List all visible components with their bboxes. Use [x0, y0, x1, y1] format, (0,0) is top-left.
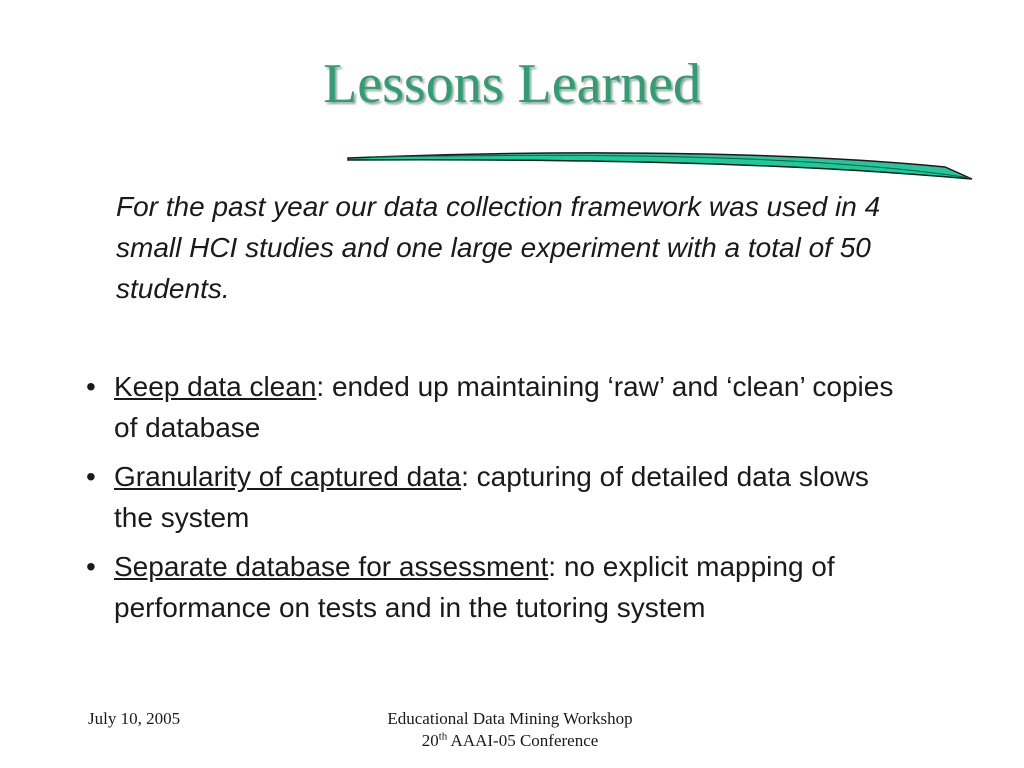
bullet-list — [82, 366, 912, 636]
bullet-marker: • — [86, 551, 96, 582]
bullet-item-granularity — [82, 456, 912, 538]
footer-conference — [330, 708, 690, 752]
bullet-term: Keep data clean — [114, 371, 317, 402]
slide-title: Lessons Learned — [323, 53, 701, 115]
footer-ordinal: 20 — [421, 731, 439, 750]
bullet-marker: • — [86, 461, 96, 492]
decorative-swoosh — [340, 145, 980, 185]
bullet-item-separate-database — [82, 546, 912, 628]
bullet-marker: • — [86, 371, 96, 402]
bullet-text: : ended up maintaining ‘raw’ and ‘clean’ copies of database — [114, 371, 894, 443]
bullet-text: : no explicit mapping of performance on tests and in the tutoring system — [114, 551, 835, 623]
footer-workshop: Educational Data Mining Workshop — [387, 709, 633, 728]
bullet-term: Granularity of captured data — [114, 461, 462, 492]
bullet-item-keep-data-clean — [82, 366, 912, 448]
footer-conference-name: AAAI-05 Conference — [447, 731, 599, 750]
footer-conference-line — [330, 730, 690, 752]
bullet-text: : capturing of detailed data slows the system — [114, 461, 869, 533]
bullet-term: Separate database for assessment — [114, 551, 549, 582]
intro-paragraph: For the past year our data collection framework was used in 4 small HCI studies and one large experiment with a total of 50 students. — [116, 191, 881, 304]
footer-ordinal-suffix: th — [438, 730, 448, 743]
footer-date: July 10, 2005 — [88, 709, 181, 728]
